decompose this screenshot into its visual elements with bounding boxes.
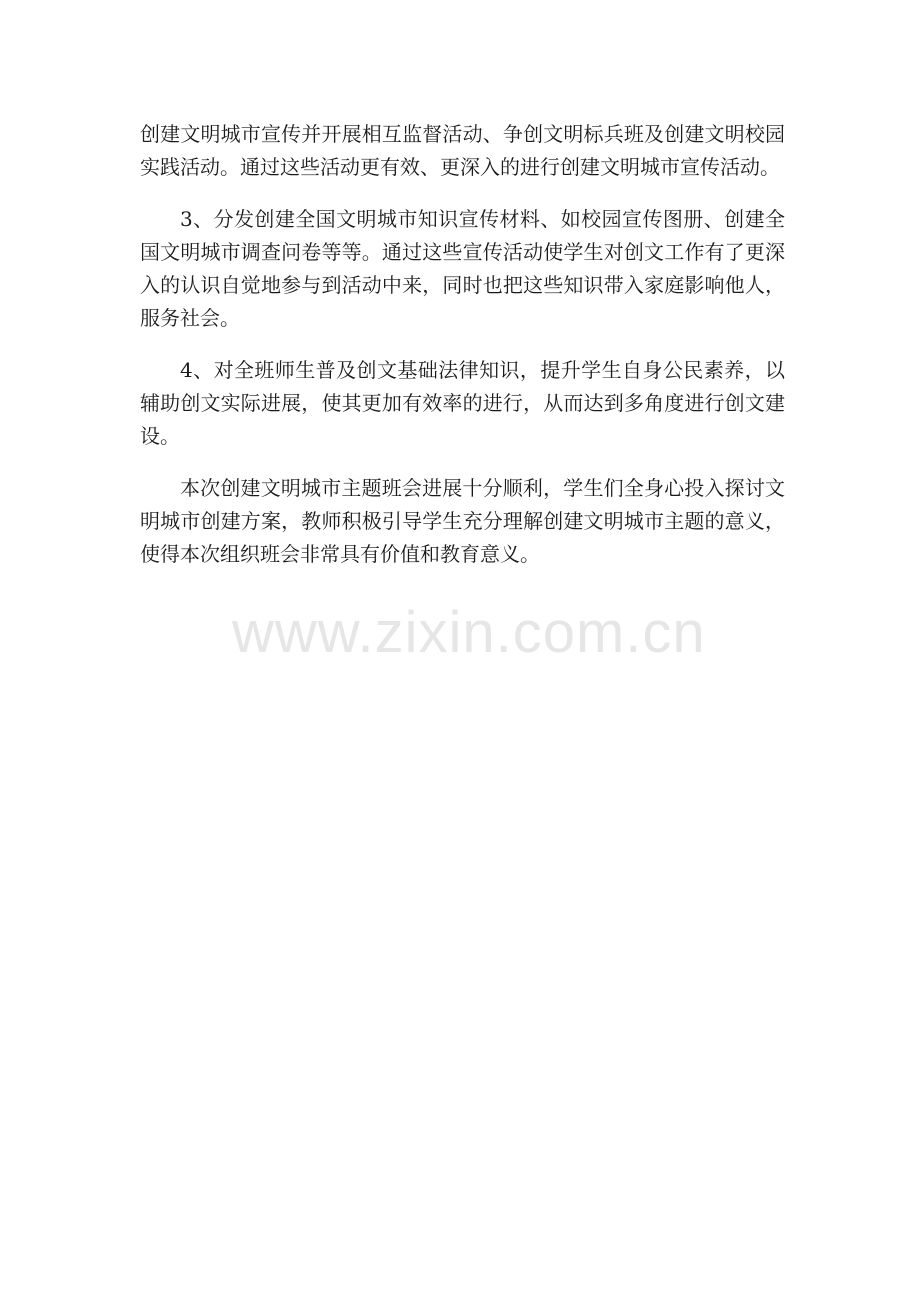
paragraph-summary: 本次创建文明城市主题班会进展十分顺利，学生们全身心投入探讨文明城市创建方案，教师积极引导学生充分理解创建文明城市主题的意义，使得本次组织班会非常具有价值和教育意义。 <box>140 476 785 566</box>
paragraph-item-4: 4、对全班师生普及创文基础法律知识，提升学生自身公民素养，以辅助创文实际进展，使其更加有效率的进行，从而达到多角度进行创文建设。 <box>140 358 785 448</box>
paragraph-continuation: 创建文明城市宣传并开展相互监督活动、争创文明标兵班及创建文明校园实践活动。通过这些活动更有效、更深入的进行创建文明城市宣传活动。 <box>140 122 785 179</box>
paragraph-item-3: 3、分发创建全国文明城市知识宣传材料、如校园宣传图册、创建全国文明城市调查问卷等等。通过这些宣传活动使学生对创文工作有了更深入的认识自觉地参与到活动中来，同时也把这些知识带入家庭影响他人，服务社会。 <box>140 207 785 330</box>
watermark: www.zixin.com.cn <box>232 600 706 665</box>
document-body <box>140 118 785 590</box>
